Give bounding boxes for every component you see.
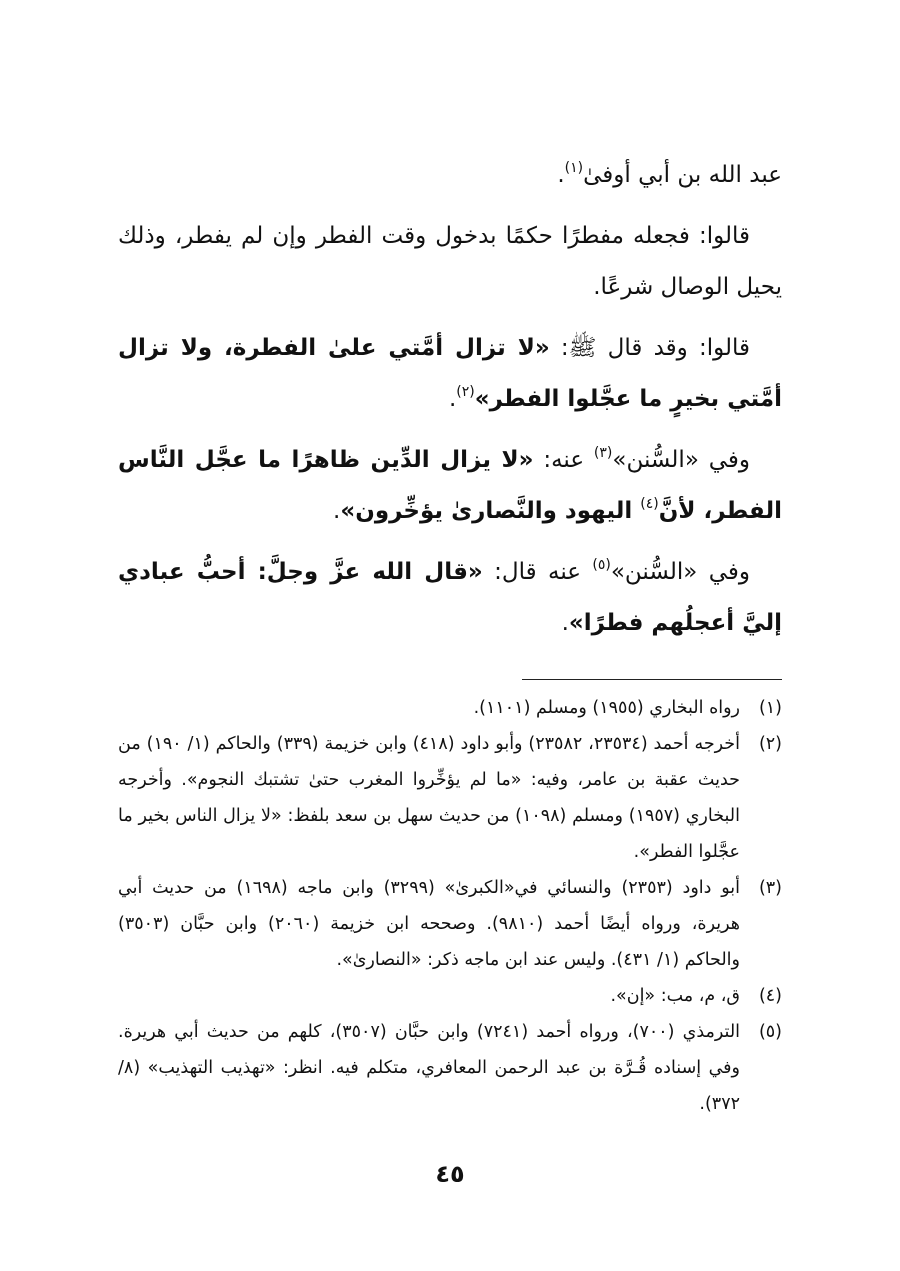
- p4-end: .: [333, 498, 341, 524]
- paragraph-2: قالوا: فجعله مفطرًا حكمًا بدخول وقت الفطر وإن لم يفطر، وذلك يحيل الوصال شرعًا.: [118, 223, 782, 300]
- paragraph-4: [118, 435, 782, 537]
- footnote-number: (٢): [758, 734, 782, 754]
- footnote-number: (٥): [758, 1022, 782, 1042]
- footnote-text: أخرجه أحمد (٢٣٥٣٤، ٢٣٥٨٢) وأبو داود (٤١٨) وابن خزيمة (٣٣٩) والحاكم (١/ ١٩٠) من حديث عقبة بن عامر، وفيه: «ما لم يؤخِّروا المغرب حتىٰ تشتبك النجوم». وأخرجه البخاري (١٩٥٧) ومسلم (١٠٩٨) من حديث سهل بن سعد بلفظ: «لا يزال الناس بخير ما عجَّلوا الفطر».: [118, 734, 740, 862]
- footnote-ref-1[interactable]: (١): [564, 160, 584, 176]
- paragraph-5: [118, 547, 782, 649]
- footnote-4: [118, 978, 782, 1014]
- footnote-1: [118, 690, 782, 726]
- page-number: ٤٥: [435, 1160, 465, 1188]
- p1-text: عبد الله بن أبي أوفىٰ: [583, 162, 782, 188]
- footnote-separator: [522, 679, 782, 680]
- main-text: [118, 150, 782, 659]
- footnote-number: (٤): [758, 986, 782, 1006]
- p5-pre: وفي «السُّنن»: [610, 559, 751, 585]
- hadith-quote-1: «لا تزال أمَّتي علىٰ الفطرة، ولا تزال أمَّتي بخيرٍ ما عجَّلوا الفطر»: [118, 335, 782, 412]
- footnote-2: [118, 726, 782, 870]
- hadith-quote-2a: «لا يزال الدِّين ظاهرًا ما عجَّل النَّاس الفطر، لأنَّ: [118, 447, 782, 524]
- footnote-ref-2[interactable]: (٢): [456, 384, 475, 400]
- footnote-text: الترمذي (٧٠٠)، ورواه أحمد (٧٢٤١) وابن حبَّان (٣٥٠٧)، كلهم من حديث أبي هريرة. وفي إسناده قُـرَّة بن عبد الرحمن المعافري، متكلم فيه. انظر: «تهذيب التهذيب» (٨/ ٣٧٢).: [118, 1022, 741, 1114]
- footnote-text: ق، م، مب: «إن».: [610, 986, 740, 1006]
- footnote-ref-4[interactable]: (٤): [640, 496, 659, 512]
- p3-end: .: [448, 386, 457, 412]
- footnote-ref-5[interactable]: (٥): [592, 557, 611, 573]
- p4-mid: عنه:: [533, 447, 594, 473]
- footnote-number: (١): [758, 698, 782, 718]
- p5-mid: عنه قال:: [482, 559, 593, 585]
- p3-pre: قالوا: وقد قال ﷺ:: [549, 335, 750, 361]
- paragraph-1: [118, 150, 782, 201]
- footnote-text: رواه البخاري (١٩٥٥) ومسلم (١١٠١).: [473, 698, 740, 718]
- p5-end: .: [561, 610, 569, 636]
- p1-end: .: [557, 162, 565, 188]
- p4-pre: وفي «السُّنن»: [612, 447, 751, 473]
- paragraph-3: [118, 323, 782, 425]
- hadith-quote-3: «قال الله عزَّ وجلَّ: أحبُّ عبادي إليَّ أعجلُهم فطرًا»: [118, 559, 782, 636]
- footnotes: [118, 690, 782, 1122]
- footnote-number: (٣): [758, 878, 782, 898]
- footnote-5: [118, 1014, 782, 1122]
- hadith-quote-2b: اليهود والنَّصارىٰ يؤخِّرون»: [340, 498, 641, 524]
- footnote-ref-3[interactable]: (٣): [593, 445, 613, 461]
- footnote-3: [118, 870, 782, 978]
- footnote-text: أبو داود (٢٣٥٣) والنسائي في«الكبرىٰ» (٣٢٩٩) وابن ماجه (١٦٩٨) من حديث أبي هريرة، ورواه أيضًا أحمد (٩٨١٠). وصححه ابن خزيمة (٢٠٦٠) وابن حبَّان (٣٥٠٣) والحاكم (١/ ٤٣١). وليس عند ابن ماجه ذكر: «النصارىٰ».: [118, 878, 741, 970]
